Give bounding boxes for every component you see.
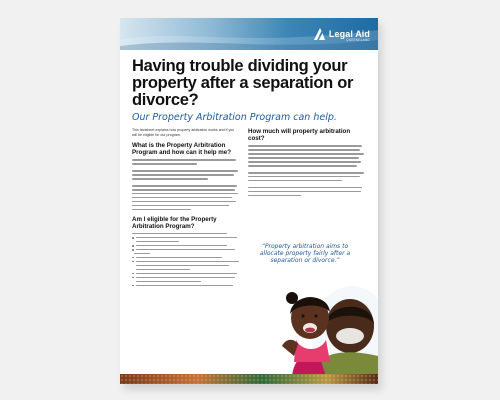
body-text-line xyxy=(136,241,179,243)
body-text-line xyxy=(132,205,229,207)
legal-aid-logo-icon xyxy=(312,27,326,41)
subheadline: Our Property Arbitration Program can help. xyxy=(132,112,337,123)
section-title-what-is: What is the Property Arbitration Program and how can it help me? xyxy=(132,142,232,156)
intro-text: This factsheet explains how property arbitration works and if you will be eligible for our program. xyxy=(132,128,235,137)
list-item xyxy=(132,273,240,275)
body-text-line xyxy=(132,185,237,187)
body-text-line xyxy=(132,163,197,165)
factsheet-flyer xyxy=(120,18,378,384)
logo-subtitle: QUEENSLAND xyxy=(346,38,370,42)
list-item xyxy=(132,285,240,287)
body-text-line xyxy=(248,161,361,163)
section-title-eligible: Am I eligible for the Property Arbitration Program? xyxy=(132,215,217,230)
footer-dot-pattern xyxy=(120,374,378,384)
body-text-line xyxy=(248,153,364,155)
body-text-line xyxy=(132,209,191,211)
right-column xyxy=(248,128,366,199)
body-text-line xyxy=(248,172,364,174)
list-item xyxy=(132,257,240,259)
header-banner xyxy=(120,18,378,50)
body-text-line xyxy=(132,178,208,180)
body-text-line xyxy=(132,174,234,176)
body-text-line xyxy=(248,191,361,193)
list-item xyxy=(132,261,240,263)
body-text-line xyxy=(248,180,342,182)
body-text-line xyxy=(132,170,238,172)
body-text-line xyxy=(134,253,150,255)
body-text-line xyxy=(132,159,236,161)
list-item xyxy=(132,277,240,279)
body-text-line xyxy=(248,149,360,151)
body-text-line xyxy=(136,281,201,283)
body-text-line xyxy=(248,176,360,178)
body-text-line xyxy=(248,157,359,159)
body-text-line xyxy=(248,187,362,189)
body-text-line xyxy=(132,201,236,203)
logo-text: Legal Aid xyxy=(328,28,370,39)
body-text-line xyxy=(248,195,301,197)
body-text-line xyxy=(248,145,362,147)
list-item xyxy=(132,249,240,251)
body-text-line xyxy=(132,233,227,235)
section-title-cost: How much will property arbitration cost? xyxy=(248,128,351,142)
body-text-line xyxy=(136,265,229,267)
pull-quote: “Property arbitration aims to allocate property fairly after a separation or divorce.” xyxy=(259,243,351,264)
list-item xyxy=(132,245,240,247)
body-text-line xyxy=(136,269,190,271)
body-text-line xyxy=(132,197,232,199)
body-text-line xyxy=(132,193,238,195)
left-column xyxy=(132,128,240,288)
headline: Having trouble dividing your property after a separation or divorce? xyxy=(132,57,354,109)
body-text-line xyxy=(248,165,357,167)
list-item xyxy=(132,237,240,239)
body-text-line xyxy=(132,189,235,191)
parent-child-photo xyxy=(252,266,378,376)
